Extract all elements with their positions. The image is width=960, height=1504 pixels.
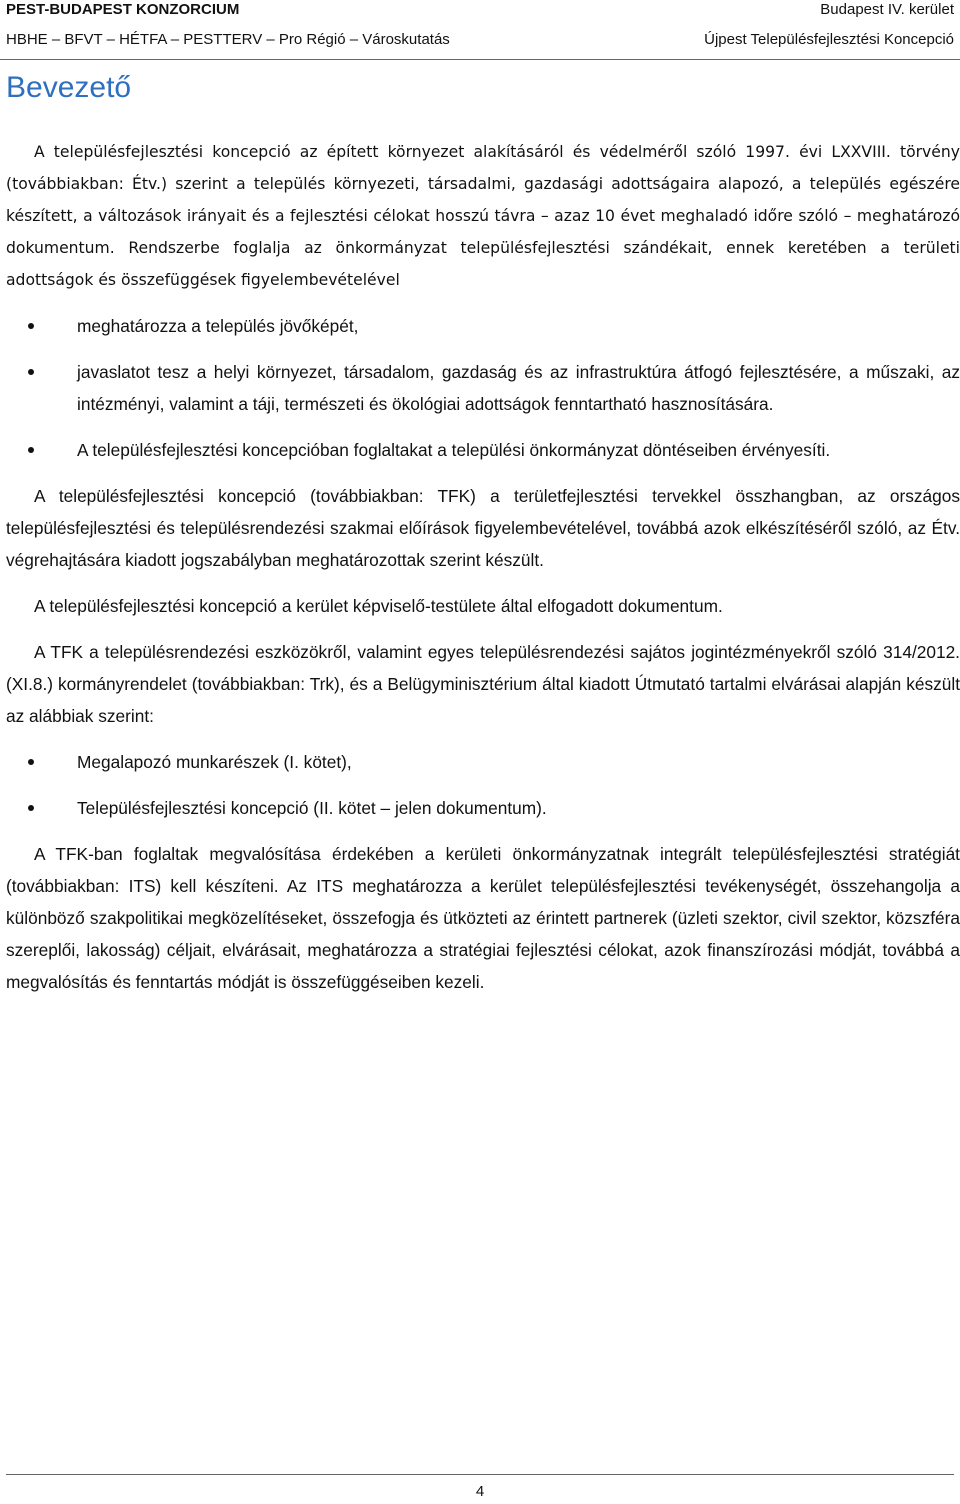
- adopted-paragraph: A településfejlesztési koncepció a kerület képviselő-testülete által elfogadott dokumentum.: [34, 596, 723, 616]
- list-item: [6, 434, 960, 466]
- bullet-icon: [28, 369, 34, 375]
- bullet-icon: [28, 805, 34, 811]
- list-item: [6, 746, 960, 778]
- header-row-top: [6, 0, 954, 20]
- header-partners: HBHE – BFVT – HÉTFA – PESTTERV – Pro Régió – Városkutatás: [6, 31, 450, 48]
- list-item: [6, 356, 960, 420]
- page-number: 4: [475, 1483, 485, 1500]
- header-divider: [0, 59, 960, 60]
- list-item-text: javaslatot tesz a helyi környezet, társadalom, gazdaság és az infrastruktúra átfogó fejlesztésére, a műszaki, az intézményi, valamint a táji, természeti és ökológiai adottságok fenntartható hasznosítására.: [77, 362, 960, 414]
- bullet-icon: [28, 447, 34, 453]
- bullet-icon: [28, 759, 34, 765]
- footer-divider: [6, 1474, 954, 1475]
- header-doc-title: Újpest Településfejlesztési Koncepció: [704, 31, 954, 48]
- bullet-list-1: [6, 310, 960, 466]
- its-paragraph: A TFK-ban foglaltak megvalósítása érdekében a kerületi önkormányzatnak integrált településfejlesztési stratégiát (továbbiakban: ITS) kell készíteni. Az ITS meghatározza a kerület településfejlesztési tevékenységét, összehangolja a különböző szakpolitikai megközelítéseket, összefogja és ütközteti az érintett partnerek (üzleti szektor, civil szektor, közszféra szereplői, lakosság) céljait, elvárásait, meghatározza a stratégiai fejlesztési célokat, azok finanszírozási módját, továbbá a megvalósítás és fenntartás módját is összefüggéseiben kezeli.: [6, 844, 960, 992]
- header-district: Budapest IV. kerület: [820, 1, 954, 18]
- list-item: [6, 310, 960, 342]
- bullet-icon: [28, 323, 34, 329]
- header-org: PEST-BUDAPEST KONZORCIUM: [6, 1, 240, 18]
- list-item-text: Településfejlesztési koncepció (II. kötet – jelen dokumentum).: [77, 798, 547, 818]
- document-body: [6, 136, 960, 998]
- list-item-text: Megalapozó munkarészek (I. kötet),: [77, 752, 352, 772]
- list-item-text: A településfejlesztési koncepcióban foglaltakat a települési önkormányzat döntéseiben érvényesíti.: [77, 440, 831, 460]
- section-title: Bevezető: [6, 71, 132, 104]
- bullet-list-2: [6, 746, 960, 824]
- tfk-paragraph: A településfejlesztési koncepció (továbbiakban: TFK) a területfejlesztési tervekkel összhangban, az országos településfejlesztési és településrendezési szakmai előírások figyelembevételével, továbbá azok elkészítéséről szóló, az Étv. végrehajtására kiadott jogszabályban meghatározottak szerint készült.: [6, 486, 960, 570]
- list-item: [6, 792, 960, 824]
- intro-paragraph: A településfejlesztési koncepció az épített környezet alakításáról és védelméről szóló 1997. évi LXXVIII. törvény (továbbiakban: Étv.) szerint a település környezeti, társadalmi, gazdasági adottságaira alapozó, a település egészére készített, a változások irányait és a fejlesztési célokat hosszú távra – azaz 10 évet meghaladó időre szóló – meghatározó dokumentum. Rendszerbe foglalja az önkormányzat településfejlesztési szándékait, ennek keretében a területi adottságok és összefüggések figyelembevételével: [6, 143, 960, 289]
- page-header: [0, 0, 960, 60]
- trk-paragraph: A TFK a településrendezési eszközökről, valamint egyes településrendezési sajátos jogintézményekről szóló 314/2012. (XI.8.) kormányrendelet (továbbiakban: Trk), és a Belügyminisztérium által kiadott Útmutató tartalmi elvárásai alapján készült az alábbiak szerint:: [6, 642, 960, 726]
- list-item-text: meghatározza a település jövőképét,: [77, 316, 359, 336]
- header-row-bottom: [6, 30, 954, 50]
